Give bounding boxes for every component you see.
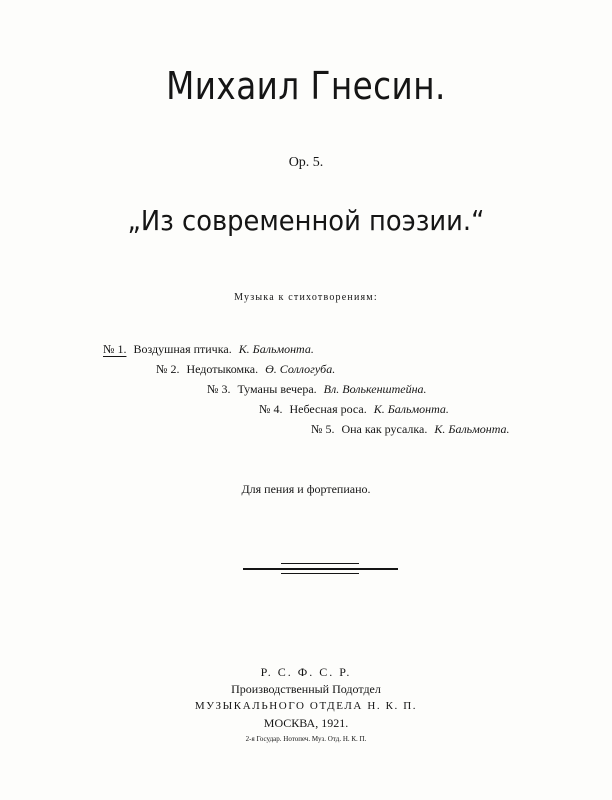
- divider-line: [281, 573, 359, 574]
- imprint-city-year: МОСКВА, 1921.: [263, 716, 349, 730]
- song-item-3: [207, 382, 427, 397]
- song-item-2: [156, 362, 335, 377]
- imprint-rsfsr: Р. С. Ф. С. Р.: [260, 665, 352, 679]
- opus-number: Ор. 5.: [288, 155, 324, 170]
- work-title: „Из современной поэзии.“: [127, 204, 485, 237]
- song-number: № 1.: [103, 342, 127, 356]
- composer-name: Михаил Гнесин.: [166, 64, 446, 108]
- song-number: № 5.: [311, 422, 335, 436]
- song-title: Воздушная птичка.: [133, 342, 232, 356]
- music-to-poems-caption: Музыка к стихотворениям:: [234, 292, 378, 303]
- divider-ornament: [243, 563, 398, 575]
- song-poet: Вл. Волькенштейна.: [323, 382, 427, 396]
- scoring-note: Для пения и фортепиано.: [241, 482, 371, 496]
- imprint-department: МУЗЫКАЛЬНОГО ОТДЕЛА Н. К. П.: [194, 700, 418, 712]
- song-number: № 3.: [207, 382, 231, 396]
- divider-line: [243, 568, 398, 570]
- song-number: № 4.: [259, 402, 283, 416]
- song-title: Недотыкомка.: [186, 362, 259, 376]
- publisher-imprint: [0, 664, 612, 746]
- song-poet: К. Бальмонта.: [373, 402, 449, 416]
- song-poet: К. Бальмонта.: [434, 422, 510, 436]
- song-title: Туманы вечера.: [237, 382, 317, 396]
- song-title: Небесная роса.: [289, 402, 367, 416]
- song-item-4: [259, 402, 449, 417]
- song-title: Она как русалка.: [341, 422, 428, 436]
- song-item-5: [311, 422, 510, 437]
- imprint-subdivision: Производственный Подотдел: [231, 682, 381, 696]
- song-list: [0, 342, 612, 442]
- song-poet: К. Бальмонта.: [238, 342, 314, 356]
- song-item-1: [103, 342, 314, 357]
- song-number: № 2.: [156, 362, 180, 376]
- divider-line: [281, 563, 359, 564]
- imprint-printer: 2-я Госудap. Нотопеч. Муз. Отд. Н. К. П.: [245, 735, 367, 743]
- song-poet: Ө. Соллогуба.: [265, 362, 336, 376]
